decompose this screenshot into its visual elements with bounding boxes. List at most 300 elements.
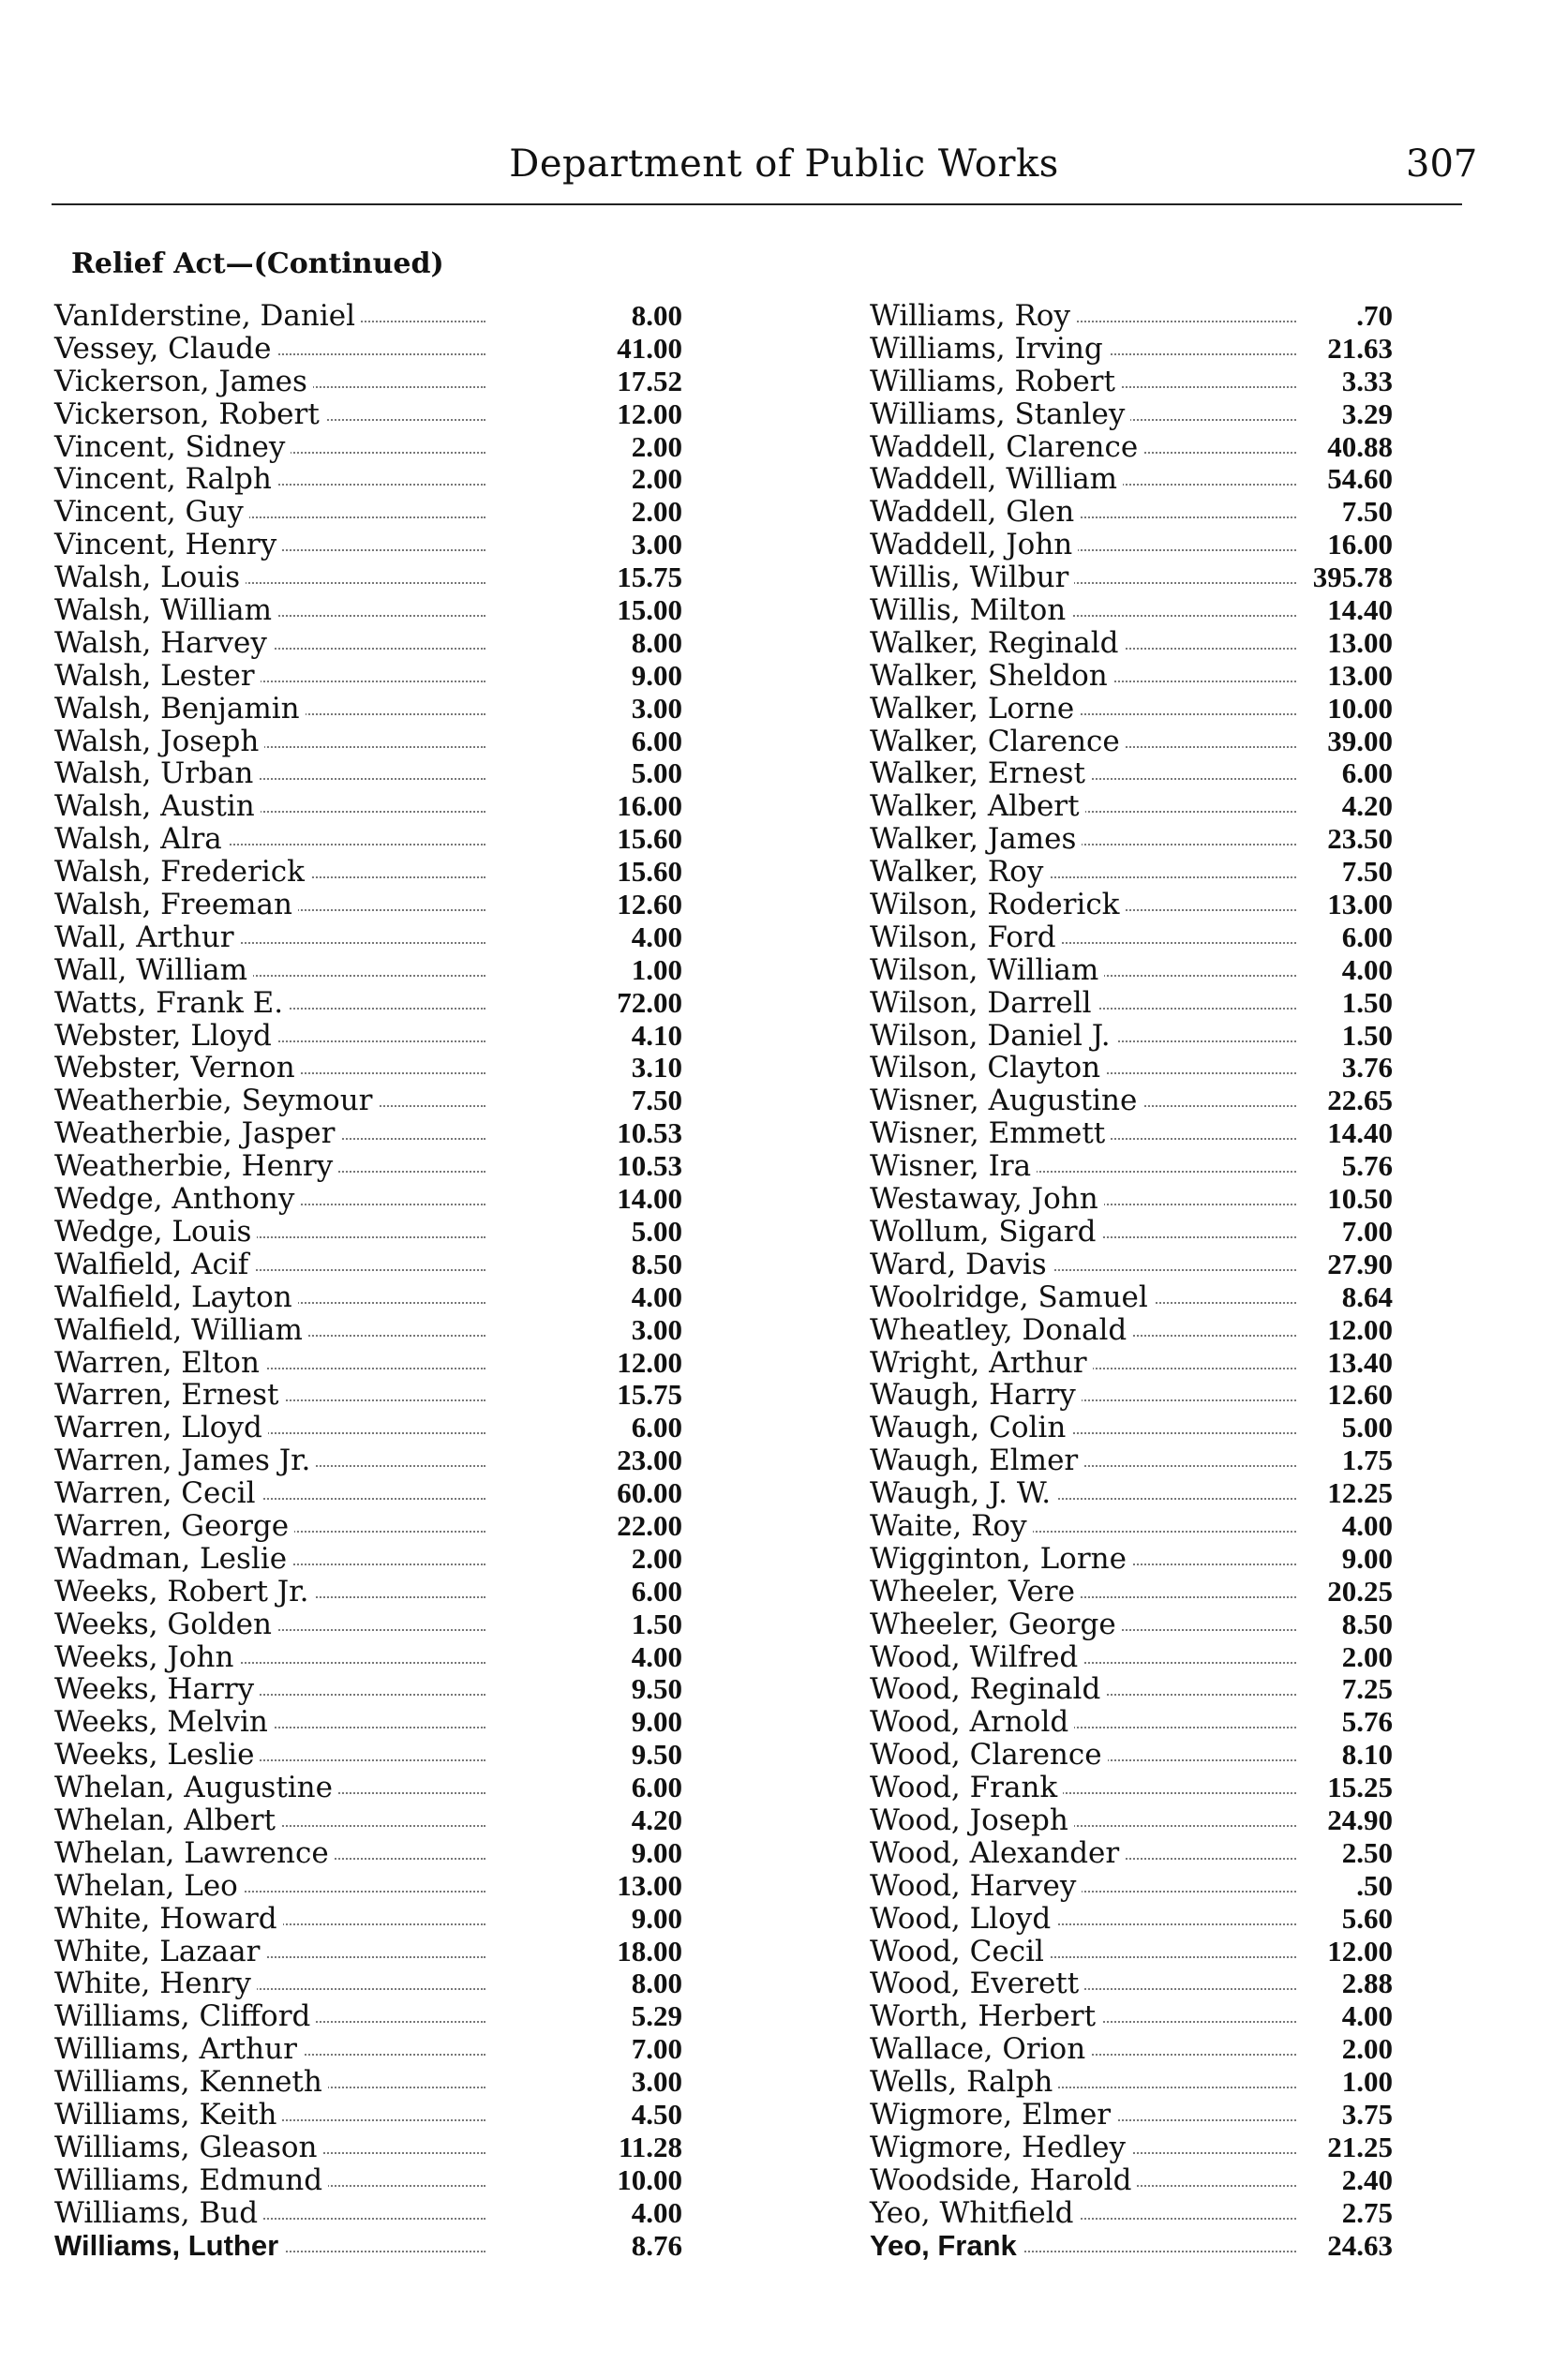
recipient-name: Vickerson, Robert [54,398,325,431]
list-item [870,1150,1526,1183]
list-item [870,2000,1526,2033]
payment-amount: .70 [1356,299,1393,332]
recipient-name: Walfield, Acif [54,1249,254,1281]
payment-amount: 6.00 [631,1411,682,1444]
payment-amount: 9.00 [631,1835,682,1869]
recipient-name: Wood, Harvey [870,1870,1082,1903]
payment-amount: 8.64 [1341,1279,1393,1313]
payment-amount: 13.00 [617,1868,682,1902]
recipient-name: Weeks, Robert Jr. [54,1576,314,1608]
payment-amount: 14.40 [1327,1116,1393,1150]
payment-amount: 7.50 [1341,855,1393,889]
list-item [870,693,1526,726]
section-title: Relief Act—(Continued) [71,247,444,280]
list-item [870,1281,1526,1314]
recipient-name: Wood, Cecil [870,1936,1050,1968]
payment-amount: 3.75 [1341,2097,1393,2131]
recipient-name: Walker, Sheldon [870,660,1113,693]
payment-amount: 13.40 [1327,1345,1393,1379]
payment-amount: 4.00 [1341,1508,1393,1542]
payment-amount: 13.00 [1327,888,1393,921]
payment-amount: 2.00 [631,1541,682,1575]
payment-amount: 13.00 [1327,658,1393,692]
recipient-name: Wells, Ralph [870,2066,1058,2099]
recipient-name: Walsh, William [54,594,277,627]
recipient-name: Vincent, Guy [54,496,249,529]
payment-amount: 6.00 [1341,756,1393,790]
recipient-name: Woolridge, Samuel [870,1281,1154,1314]
recipient-name: Weatherbie, Jasper [54,1117,340,1150]
list-item [54,333,710,366]
recipient-name: Willis, Milton [870,594,1071,627]
right-column-list [870,300,1526,2262]
recipient-name: Wright, Arthur [870,1347,1093,1380]
recipient-name: Walsh, Frederick [54,856,310,889]
list-item [54,1477,710,1510]
recipient-name: Wilson, Clayton [870,1052,1106,1085]
payment-amount: 7.00 [1341,1214,1393,1248]
payment-amount: 4.50 [631,2097,682,2131]
list-item [870,1739,1526,1772]
list-item [870,1444,1526,1477]
list-item [870,300,1526,333]
recipient-name: Waite, Roy [870,1510,1033,1543]
recipient-name: Vincent, Sidney [54,431,291,464]
list-item [54,2197,710,2230]
recipient-name: Waugh, Elmer [870,1444,1083,1477]
payment-amount: 10.50 [1327,1182,1393,1216]
recipient-name: White, Howard [54,1903,283,1936]
list-item [870,889,1526,921]
list-item [870,2066,1526,2099]
payment-amount: 5.00 [631,756,682,790]
payment-amount: 2.88 [1341,1967,1393,2000]
list-item [870,757,1526,790]
recipient-name: Walsh, Benjamin [54,693,306,726]
recipient-name: Walker, Lorne [870,693,1080,726]
payment-amount: 15.00 [617,593,682,627]
recipient-name: Yeo, Whitfield [870,2197,1079,2230]
recipient-name: Wisner, Ira [870,1150,1037,1183]
payment-amount: 22.65 [1327,1084,1393,1117]
recipient-name: Vincent, Henry [54,529,282,561]
payment-amount: .50 [1356,1868,1393,1902]
recipient-name: Wilson, Daniel J. [870,1020,1116,1053]
recipient-name: Waddell, William [870,463,1123,496]
payment-amount: 4.10 [631,1018,682,1052]
recipient-name: Wisner, Augustine [870,1085,1142,1117]
list-item [54,1936,710,1968]
payment-amount: 4.20 [631,1803,682,1836]
list-item [870,1870,1526,1903]
header-divider [52,203,1462,205]
list-item [54,693,710,726]
payment-amount: 40.88 [1327,429,1393,463]
recipient-name: Wood, Wilfred [870,1641,1083,1674]
recipient-name: Walsh, Urban [54,757,259,790]
recipient-name: Weeks, Leslie [54,1739,260,1772]
payment-amount: 5.76 [1341,1705,1393,1739]
payment-amount: 8.10 [1341,1738,1393,1772]
payment-amount: 9.50 [631,1672,682,1706]
recipient-name: Walsh, Harvey [54,627,273,660]
payment-amount: 4.20 [1341,789,1393,823]
list-item [870,954,1526,987]
recipient-name: Walker, James [870,823,1082,856]
list-item [870,790,1526,823]
list-item [870,1936,1526,1968]
recipient-name: Wilson, Darrell [870,987,1098,1020]
recipient-name: Walker, Ernest [870,757,1091,790]
recipient-name: White, Lazaar [54,1936,265,1968]
recipient-name: Walker, Albert [870,790,1085,823]
list-item [870,2033,1526,2066]
list-item [870,1183,1526,1216]
list-item [870,856,1526,889]
list-item [54,2230,710,2263]
payment-amount: 395.78 [1312,561,1393,594]
payment-amount: 12.00 [617,1345,682,1379]
payment-amount: 10.00 [1327,691,1393,725]
payment-amount: 8.50 [1341,1607,1393,1640]
recipient-name: Wood, Frank [870,1772,1063,1804]
list-item [54,1444,710,1477]
list-item [54,954,710,987]
recipient-name: Williams, Arthur [54,2033,303,2066]
list-item [870,1477,1526,1510]
recipient-name: Wheeler, George [870,1608,1122,1641]
list-item [870,1020,1526,1053]
recipient-name: Walsh, Freeman [54,889,298,921]
list-item [54,1052,710,1085]
list-item [870,1347,1526,1380]
payment-amount: 8.00 [631,1967,682,2000]
recipient-name: Wood, Reginald [870,1673,1106,1706]
list-item [54,1183,710,1216]
recipient-name: Williams, Gleason [54,2132,323,2164]
recipient-name: Whelan, Lawrence [54,1837,335,1870]
payment-amount: 7.50 [1341,495,1393,529]
list-item [870,1608,1526,1641]
payment-amount: 5.76 [1341,1149,1393,1183]
recipient-name: Vincent, Ralph [54,463,277,496]
payment-amount: 4.00 [631,920,682,953]
payment-amount: 12.60 [617,888,682,921]
list-item [870,1837,1526,1870]
payment-amount: 60.00 [617,1476,682,1510]
payment-amount: 8.00 [631,625,682,659]
list-item [870,1772,1526,1804]
payment-amount: 2.00 [631,495,682,529]
list-item [54,1150,710,1183]
recipient-name: Walfield, Layton [54,1281,298,1314]
recipient-name: Wilson, William [870,954,1104,987]
payment-amount: 41.00 [617,331,682,365]
payment-amount: 8.76 [631,2228,682,2262]
payment-amount: 5.00 [631,1214,682,1248]
list-item [54,823,710,856]
payment-amount: 16.00 [617,789,682,823]
payment-amount: 6.00 [631,724,682,757]
payment-amount: 4.00 [1341,952,1393,986]
recipient-name: Waddell, Glen [870,496,1080,529]
recipient-name: Wood, Alexander [870,1837,1125,1870]
recipient-name: Warren, George [54,1510,294,1543]
payment-amount: 12.00 [1327,1312,1393,1346]
recipient-name: Wigmore, Hedley [870,2132,1131,2164]
payment-amount: 15.60 [617,855,682,889]
recipient-name: Williams, Clifford [54,2000,316,2033]
list-item [870,463,1526,496]
list-item [870,1249,1526,1281]
payment-amount: 54.60 [1327,462,1393,496]
payment-amount: 3.10 [631,1051,682,1085]
recipient-name: Willis, Wilbur [870,561,1074,594]
recipient-name: Woodside, Harold [870,2164,1137,2197]
recipient-name: Watts, Frank E. [54,987,289,1020]
recipient-name: Walsh, Austin [54,790,261,823]
recipient-name: Wigginton, Lorne [870,1543,1132,1576]
list-item [54,790,710,823]
list-item [54,856,710,889]
list-item [54,366,710,398]
payment-amount: 2.75 [1341,2195,1393,2229]
payment-amount: 72.00 [617,985,682,1019]
recipient-name: Wood, Lloyd [870,1903,1056,1936]
list-item [870,987,1526,1020]
list-item [54,1379,710,1412]
recipient-name: Weatherbie, Henry [54,1150,338,1183]
payment-amount: 10.53 [617,1149,682,1183]
list-item [870,921,1526,954]
payment-amount: 15.75 [617,561,682,594]
payment-amount: 13.00 [1327,625,1393,659]
list-item [54,627,710,660]
payment-amount: 15.60 [617,822,682,856]
recipient-name: Warren, Cecil [54,1477,261,1510]
list-item [54,2000,710,2033]
list-item [54,1510,710,1543]
payment-amount: 5.00 [1341,1411,1393,1444]
payment-amount: 12.25 [1327,1476,1393,1510]
payment-amount: 9.50 [631,1738,682,1772]
recipient-name: Vessey, Claude [54,333,276,366]
payment-amount: 4.00 [631,2195,682,2229]
list-item [870,823,1526,856]
recipient-name: Weeks, Melvin [54,1706,274,1739]
list-item [54,1020,710,1053]
list-item [54,889,710,921]
list-item [870,1903,1526,1936]
recipient-name: Walfield, William [54,1314,308,1347]
recipient-name: Whelan, Augustine [54,1772,338,1804]
list-item [870,1968,1526,2000]
payment-amount: 20.25 [1327,1574,1393,1608]
payment-amount: 27.90 [1327,1247,1393,1280]
list-item [54,431,710,464]
payment-amount: 12.00 [617,396,682,430]
list-item [870,1706,1526,1739]
payment-amount: 2.50 [1341,1835,1393,1869]
list-item [54,496,710,529]
list-item [54,660,710,693]
payment-amount: 2.00 [1341,2032,1393,2066]
payment-amount: 24.90 [1327,1803,1393,1836]
payment-amount: 3.00 [631,691,682,725]
recipient-name: Walsh, Lester [54,660,261,693]
list-item [54,1673,710,1706]
recipient-name: Yeo, Frank [870,2230,1023,2263]
recipient-name: Weatherbie, Seymour [54,1085,379,1117]
list-item [870,1412,1526,1444]
list-item [54,1837,710,1870]
payment-amount: 24.63 [1327,2228,1393,2262]
list-item [54,594,710,627]
payment-amount: 7.50 [631,1084,682,1117]
page-title: Department of Public Works [509,142,1059,186]
payment-amount: 4.00 [631,1639,682,1673]
list-item [870,2197,1526,2230]
payment-amount: 39.00 [1327,724,1393,757]
recipient-name: Wadman, Leslie [54,1543,292,1576]
list-item [54,2132,710,2164]
recipient-name: White, Henry [54,1968,257,2000]
list-item [870,561,1526,594]
list-item [870,1804,1526,1837]
payment-amount: 15.25 [1327,1771,1393,1804]
list-item [54,1314,710,1347]
payment-amount: 23.50 [1327,822,1393,856]
list-item [870,398,1526,431]
recipient-name: Whelan, Albert [54,1804,281,1837]
list-item [870,366,1526,398]
list-item [54,1347,710,1380]
list-item [870,1052,1526,1085]
recipient-name: Wisner, Emmett [870,1117,1111,1150]
payment-amount: 1.50 [631,1607,682,1640]
recipient-name: Wall, Arthur [54,921,240,954]
recipient-name: Warren, Ernest [54,1379,284,1412]
recipient-name: Wallace, Orion [870,2033,1091,2066]
recipient-name: Whelan, Leo [54,1870,244,1903]
payment-amount: 5.29 [631,1999,682,2033]
list-item [870,627,1526,660]
recipient-name: Walsh, Louis [54,561,246,594]
list-item [870,1216,1526,1249]
payment-amount: 8.00 [631,299,682,332]
list-item [54,1085,710,1117]
recipient-name: Wigmore, Elmer [870,2099,1116,2132]
recipient-name: Warren, Elton [54,1347,265,1380]
payment-amount: 12.60 [1327,1378,1393,1412]
payment-amount: 9.00 [631,1901,682,1935]
recipient-name: Vickerson, James [54,366,313,398]
recipient-name: Waddell, John [870,529,1078,561]
list-item [54,561,710,594]
recipient-name: Wollum, Sigard [870,1216,1101,1249]
recipient-name: Wood, Clarence [870,1739,1108,1772]
list-item [54,987,710,1020]
payment-amount: 10.53 [617,1116,682,1150]
list-item [870,726,1526,758]
list-item [870,1117,1526,1150]
recipient-name: Warren, James Jr. [54,1444,316,1477]
recipient-name: VanIderstine, Daniel [54,300,361,333]
payment-amount: 10.00 [617,2162,682,2196]
payment-amount: 1.00 [1341,2065,1393,2099]
payment-amount: 22.00 [617,1508,682,1542]
payment-amount: 21.25 [1327,2130,1393,2163]
payment-amount: 15.75 [617,1378,682,1412]
payment-amount: 6.00 [631,1771,682,1804]
payment-amount: 3.29 [1341,396,1393,430]
recipient-name: Williams, Edmund [54,2164,328,2197]
list-item [54,300,710,333]
payment-amount: 1.50 [1341,1018,1393,1052]
left-column-list [54,300,710,2262]
recipient-name: Williams, Robert [870,366,1121,398]
recipient-name: Wilson, Roderick [870,889,1125,921]
list-item [870,1085,1526,1117]
recipient-name: Waddell, Clarence [870,431,1143,464]
list-item [54,529,710,561]
payment-amount: 8.50 [631,1247,682,1280]
payment-amount: 3.33 [1341,364,1393,397]
recipient-name: Waugh, Harry [870,1379,1082,1412]
list-item [870,594,1526,627]
list-item [870,2099,1526,2132]
recipient-name: Williams, Bud [54,2197,263,2230]
recipient-name: Weeks, Harry [54,1673,260,1706]
list-item [54,463,710,496]
recipient-name: Wilson, Ford [870,921,1062,954]
list-item [54,1576,710,1608]
payment-amount: 9.00 [631,658,682,692]
payment-amount: 3.00 [631,2065,682,2099]
payment-amount: 9.00 [1341,1541,1393,1575]
list-item [54,1706,710,1739]
recipient-name: Walker, Roy [870,856,1049,889]
recipient-name: Williams, Kenneth [54,2066,328,2099]
list-item [54,1608,710,1641]
list-item [870,1543,1526,1576]
recipient-name: Worth, Herbert [870,2000,1101,2033]
recipient-name: Wood, Joseph [870,1804,1074,1837]
recipient-name: Williams, Irving [870,333,1109,366]
payment-amount: 11.28 [618,2130,682,2163]
list-item [54,2033,710,2066]
recipient-name: Williams, Luther [54,2230,284,2263]
recipient-name: Wheeler, Vere [870,1576,1081,1608]
list-item [54,1249,710,1281]
payment-amount: 1.75 [1341,1444,1393,1477]
list-item [54,1870,710,1903]
payment-amount: 5.60 [1341,1901,1393,1935]
list-item [54,1216,710,1249]
payment-amount: 14.00 [617,1182,682,1216]
list-item [870,2230,1526,2263]
list-item [54,1281,710,1314]
payment-amount: 6.00 [631,1574,682,1608]
list-item [870,660,1526,693]
recipient-name: Walsh, Joseph [54,726,264,758]
list-item [54,1543,710,1576]
payment-amount: 3.00 [631,528,682,561]
list-item [870,1510,1526,1543]
list-item [54,1641,710,1674]
recipient-name: Walker, Reginald [870,627,1124,660]
list-item [870,1379,1526,1412]
